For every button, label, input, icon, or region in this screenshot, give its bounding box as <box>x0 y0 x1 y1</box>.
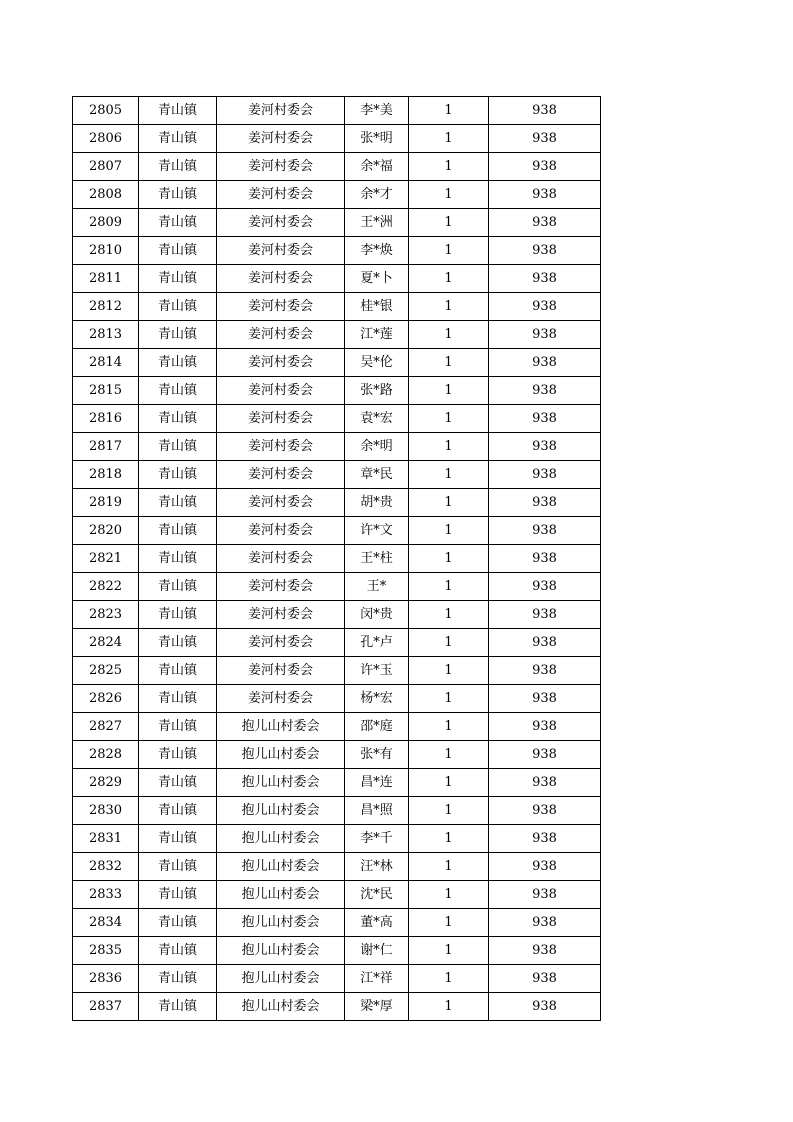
table-row <box>73 377 601 405</box>
name-cell: 张*有 <box>345 741 409 769</box>
table-row <box>73 153 601 181</box>
row-number-cell: 2833 <box>73 881 139 909</box>
count-cell: 1 <box>409 685 489 713</box>
table-row <box>73 965 601 993</box>
amount-cell: 938 <box>489 433 601 461</box>
village-committee-cell: 姜河村委会 <box>217 237 345 265</box>
count-cell: 1 <box>409 965 489 993</box>
table-row <box>73 433 601 461</box>
village-committee-cell: 姜河村委会 <box>217 461 345 489</box>
table-row <box>73 125 601 153</box>
village-committee-cell: 姜河村委会 <box>217 517 345 545</box>
town-cell: 青山镇 <box>139 405 217 433</box>
village-committee-cell: 抱儿山村委会 <box>217 741 345 769</box>
row-number-cell: 2821 <box>73 545 139 573</box>
village-committee-cell: 抱儿山村委会 <box>217 825 345 853</box>
row-number-cell: 2816 <box>73 405 139 433</box>
amount-cell: 938 <box>489 265 601 293</box>
table-row <box>73 629 601 657</box>
town-cell: 青山镇 <box>139 965 217 993</box>
count-cell: 1 <box>409 209 489 237</box>
village-committee-cell: 姜河村委会 <box>217 265 345 293</box>
table-body <box>73 97 601 1021</box>
name-cell: 张*明 <box>345 125 409 153</box>
row-number-cell: 2830 <box>73 797 139 825</box>
village-committee-cell: 抱儿山村委会 <box>217 713 345 741</box>
village-committee-cell: 抱儿山村委会 <box>217 937 345 965</box>
amount-cell: 938 <box>489 209 601 237</box>
amount-cell: 938 <box>489 377 601 405</box>
amount-cell: 938 <box>489 293 601 321</box>
name-cell: 王*洲 <box>345 209 409 237</box>
table-row <box>73 993 601 1021</box>
amount-cell: 938 <box>489 545 601 573</box>
name-cell: 许*文 <box>345 517 409 545</box>
count-cell: 1 <box>409 181 489 209</box>
count-cell: 1 <box>409 769 489 797</box>
count-cell: 1 <box>409 433 489 461</box>
amount-cell: 938 <box>489 349 601 377</box>
town-cell: 青山镇 <box>139 993 217 1021</box>
count-cell: 1 <box>409 909 489 937</box>
village-committee-cell: 姜河村委会 <box>217 573 345 601</box>
amount-cell: 938 <box>489 965 601 993</box>
row-number-cell: 2829 <box>73 769 139 797</box>
table-row <box>73 853 601 881</box>
row-number-cell: 2826 <box>73 685 139 713</box>
count-cell: 1 <box>409 293 489 321</box>
row-number-cell: 2836 <box>73 965 139 993</box>
count-cell: 1 <box>409 237 489 265</box>
count-cell: 1 <box>409 405 489 433</box>
name-cell: 沈*民 <box>345 881 409 909</box>
row-number-cell: 2828 <box>73 741 139 769</box>
name-cell: 胡*贵 <box>345 489 409 517</box>
name-cell: 杨*宏 <box>345 685 409 713</box>
row-number-cell: 2823 <box>73 601 139 629</box>
count-cell: 1 <box>409 349 489 377</box>
amount-cell: 938 <box>489 461 601 489</box>
town-cell: 青山镇 <box>139 573 217 601</box>
village-committee-cell: 姜河村委会 <box>217 125 345 153</box>
name-cell: 孔*卢 <box>345 629 409 657</box>
table-row <box>73 741 601 769</box>
village-committee-cell: 姜河村委会 <box>217 293 345 321</box>
count-cell: 1 <box>409 741 489 769</box>
name-cell: 袁*宏 <box>345 405 409 433</box>
table-row <box>73 517 601 545</box>
row-number-cell: 2831 <box>73 825 139 853</box>
village-committee-cell: 抱儿山村委会 <box>217 993 345 1021</box>
table-row <box>73 545 601 573</box>
village-committee-cell: 抱儿山村委会 <box>217 881 345 909</box>
village-committee-cell: 抱儿山村委会 <box>217 797 345 825</box>
name-cell: 夏*卜 <box>345 265 409 293</box>
count-cell: 1 <box>409 601 489 629</box>
table-row <box>73 293 601 321</box>
row-number-cell: 2824 <box>73 629 139 657</box>
row-number-cell: 2814 <box>73 349 139 377</box>
row-number-cell: 2806 <box>73 125 139 153</box>
amount-cell: 938 <box>489 153 601 181</box>
town-cell: 青山镇 <box>139 909 217 937</box>
name-cell: 昌*照 <box>345 797 409 825</box>
village-committee-cell: 姜河村委会 <box>217 489 345 517</box>
count-cell: 1 <box>409 545 489 573</box>
name-cell: 桂*银 <box>345 293 409 321</box>
name-cell: 余*福 <box>345 153 409 181</box>
town-cell: 青山镇 <box>139 489 217 517</box>
name-cell: 邵*庭 <box>345 713 409 741</box>
amount-cell: 938 <box>489 97 601 125</box>
amount-cell: 938 <box>489 489 601 517</box>
amount-cell: 938 <box>489 685 601 713</box>
name-cell: 王*柱 <box>345 545 409 573</box>
name-cell: 许*玉 <box>345 657 409 685</box>
town-cell: 青山镇 <box>139 349 217 377</box>
village-committee-cell: 姜河村委会 <box>217 153 345 181</box>
town-cell: 青山镇 <box>139 685 217 713</box>
row-number-cell: 2832 <box>73 853 139 881</box>
village-committee-cell: 姜河村委会 <box>217 405 345 433</box>
count-cell: 1 <box>409 881 489 909</box>
table-row <box>73 489 601 517</box>
table-row <box>73 97 601 125</box>
town-cell: 青山镇 <box>139 825 217 853</box>
row-number-cell: 2812 <box>73 293 139 321</box>
town-cell: 青山镇 <box>139 881 217 909</box>
table-row <box>73 573 601 601</box>
row-number-cell: 2827 <box>73 713 139 741</box>
table-row <box>73 601 601 629</box>
village-committee-cell: 姜河村委会 <box>217 433 345 461</box>
count-cell: 1 <box>409 377 489 405</box>
count-cell: 1 <box>409 853 489 881</box>
amount-cell: 938 <box>489 993 601 1021</box>
row-number-cell: 2805 <box>73 97 139 125</box>
town-cell: 青山镇 <box>139 937 217 965</box>
amount-cell: 938 <box>489 741 601 769</box>
village-committee-cell: 姜河村委会 <box>217 209 345 237</box>
row-number-cell: 2820 <box>73 517 139 545</box>
row-number-cell: 2809 <box>73 209 139 237</box>
village-committee-cell: 姜河村委会 <box>217 321 345 349</box>
count-cell: 1 <box>409 321 489 349</box>
count-cell: 1 <box>409 657 489 685</box>
town-cell: 青山镇 <box>139 853 217 881</box>
name-cell: 余*明 <box>345 433 409 461</box>
village-committee-cell: 姜河村委会 <box>217 97 345 125</box>
row-number-cell: 2807 <box>73 153 139 181</box>
town-cell: 青山镇 <box>139 265 217 293</box>
amount-cell: 938 <box>489 517 601 545</box>
table-row <box>73 937 601 965</box>
table-row <box>73 657 601 685</box>
count-cell: 1 <box>409 125 489 153</box>
count-cell: 1 <box>409 517 489 545</box>
amount-cell: 938 <box>489 769 601 797</box>
amount-cell: 938 <box>489 181 601 209</box>
town-cell: 青山镇 <box>139 545 217 573</box>
amount-cell: 938 <box>489 657 601 685</box>
count-cell: 1 <box>409 629 489 657</box>
row-number-cell: 2837 <box>73 993 139 1021</box>
row-number-cell: 2818 <box>73 461 139 489</box>
row-number-cell: 2835 <box>73 937 139 965</box>
town-cell: 青山镇 <box>139 517 217 545</box>
count-cell: 1 <box>409 993 489 1021</box>
table-row <box>73 265 601 293</box>
name-cell: 梁*厚 <box>345 993 409 1021</box>
village-committee-cell: 抱儿山村委会 <box>217 853 345 881</box>
amount-cell: 938 <box>489 125 601 153</box>
town-cell: 青山镇 <box>139 629 217 657</box>
amount-cell: 938 <box>489 321 601 349</box>
amount-cell: 938 <box>489 405 601 433</box>
row-number-cell: 2808 <box>73 181 139 209</box>
village-committee-cell: 姜河村委会 <box>217 377 345 405</box>
town-cell: 青山镇 <box>139 601 217 629</box>
name-cell: 李*焕 <box>345 237 409 265</box>
document-page <box>72 96 600 1021</box>
town-cell: 青山镇 <box>139 741 217 769</box>
count-cell: 1 <box>409 265 489 293</box>
table-row <box>73 713 601 741</box>
town-cell: 青山镇 <box>139 433 217 461</box>
table-row <box>73 237 601 265</box>
table-row <box>73 881 601 909</box>
amount-cell: 938 <box>489 825 601 853</box>
name-cell: 昌*连 <box>345 769 409 797</box>
count-cell: 1 <box>409 825 489 853</box>
count-cell: 1 <box>409 797 489 825</box>
name-cell: 江*祥 <box>345 965 409 993</box>
town-cell: 青山镇 <box>139 125 217 153</box>
amount-cell: 938 <box>489 713 601 741</box>
amount-cell: 938 <box>489 573 601 601</box>
amount-cell: 938 <box>489 237 601 265</box>
amount-cell: 938 <box>489 881 601 909</box>
name-cell: 李*千 <box>345 825 409 853</box>
village-committee-cell: 姜河村委会 <box>217 349 345 377</box>
data-table <box>72 96 601 1021</box>
town-cell: 青山镇 <box>139 293 217 321</box>
village-committee-cell: 姜河村委会 <box>217 685 345 713</box>
row-number-cell: 2819 <box>73 489 139 517</box>
name-cell: 章*民 <box>345 461 409 489</box>
row-number-cell: 2817 <box>73 433 139 461</box>
town-cell: 青山镇 <box>139 237 217 265</box>
amount-cell: 938 <box>489 909 601 937</box>
name-cell: 余*才 <box>345 181 409 209</box>
amount-cell: 938 <box>489 797 601 825</box>
town-cell: 青山镇 <box>139 797 217 825</box>
table-row <box>73 349 601 377</box>
amount-cell: 938 <box>489 853 601 881</box>
row-number-cell: 2810 <box>73 237 139 265</box>
table-row <box>73 769 601 797</box>
town-cell: 青山镇 <box>139 377 217 405</box>
table-row <box>73 461 601 489</box>
name-cell: 董*高 <box>345 909 409 937</box>
village-committee-cell: 抱儿山村委会 <box>217 909 345 937</box>
town-cell: 青山镇 <box>139 97 217 125</box>
table-row <box>73 181 601 209</box>
count-cell: 1 <box>409 489 489 517</box>
name-cell: 闵*贵 <box>345 601 409 629</box>
amount-cell: 938 <box>489 629 601 657</box>
name-cell: 江*莲 <box>345 321 409 349</box>
table-row <box>73 909 601 937</box>
village-committee-cell: 姜河村委会 <box>217 657 345 685</box>
table-row <box>73 825 601 853</box>
town-cell: 青山镇 <box>139 713 217 741</box>
table-row <box>73 685 601 713</box>
town-cell: 青山镇 <box>139 209 217 237</box>
table-row <box>73 209 601 237</box>
village-committee-cell: 抱儿山村委会 <box>217 965 345 993</box>
name-cell: 吴*伦 <box>345 349 409 377</box>
name-cell: 谢*仁 <box>345 937 409 965</box>
town-cell: 青山镇 <box>139 181 217 209</box>
count-cell: 1 <box>409 97 489 125</box>
town-cell: 青山镇 <box>139 657 217 685</box>
town-cell: 青山镇 <box>139 461 217 489</box>
row-number-cell: 2815 <box>73 377 139 405</box>
row-number-cell: 2822 <box>73 573 139 601</box>
count-cell: 1 <box>409 153 489 181</box>
table-row <box>73 405 601 433</box>
town-cell: 青山镇 <box>139 321 217 349</box>
count-cell: 1 <box>409 937 489 965</box>
row-number-cell: 2811 <box>73 265 139 293</box>
table-row <box>73 797 601 825</box>
name-cell: 李*美 <box>345 97 409 125</box>
row-number-cell: 2834 <box>73 909 139 937</box>
count-cell: 1 <box>409 573 489 601</box>
table-row <box>73 321 601 349</box>
name-cell: 张*路 <box>345 377 409 405</box>
count-cell: 1 <box>409 461 489 489</box>
name-cell: 王* <box>345 573 409 601</box>
amount-cell: 938 <box>489 601 601 629</box>
town-cell: 青山镇 <box>139 153 217 181</box>
village-committee-cell: 姜河村委会 <box>217 601 345 629</box>
amount-cell: 938 <box>489 937 601 965</box>
town-cell: 青山镇 <box>139 769 217 797</box>
village-committee-cell: 姜河村委会 <box>217 629 345 657</box>
row-number-cell: 2813 <box>73 321 139 349</box>
name-cell: 汪*林 <box>345 853 409 881</box>
count-cell: 1 <box>409 713 489 741</box>
village-committee-cell: 姜河村委会 <box>217 545 345 573</box>
village-committee-cell: 抱儿山村委会 <box>217 769 345 797</box>
village-committee-cell: 姜河村委会 <box>217 181 345 209</box>
row-number-cell: 2825 <box>73 657 139 685</box>
